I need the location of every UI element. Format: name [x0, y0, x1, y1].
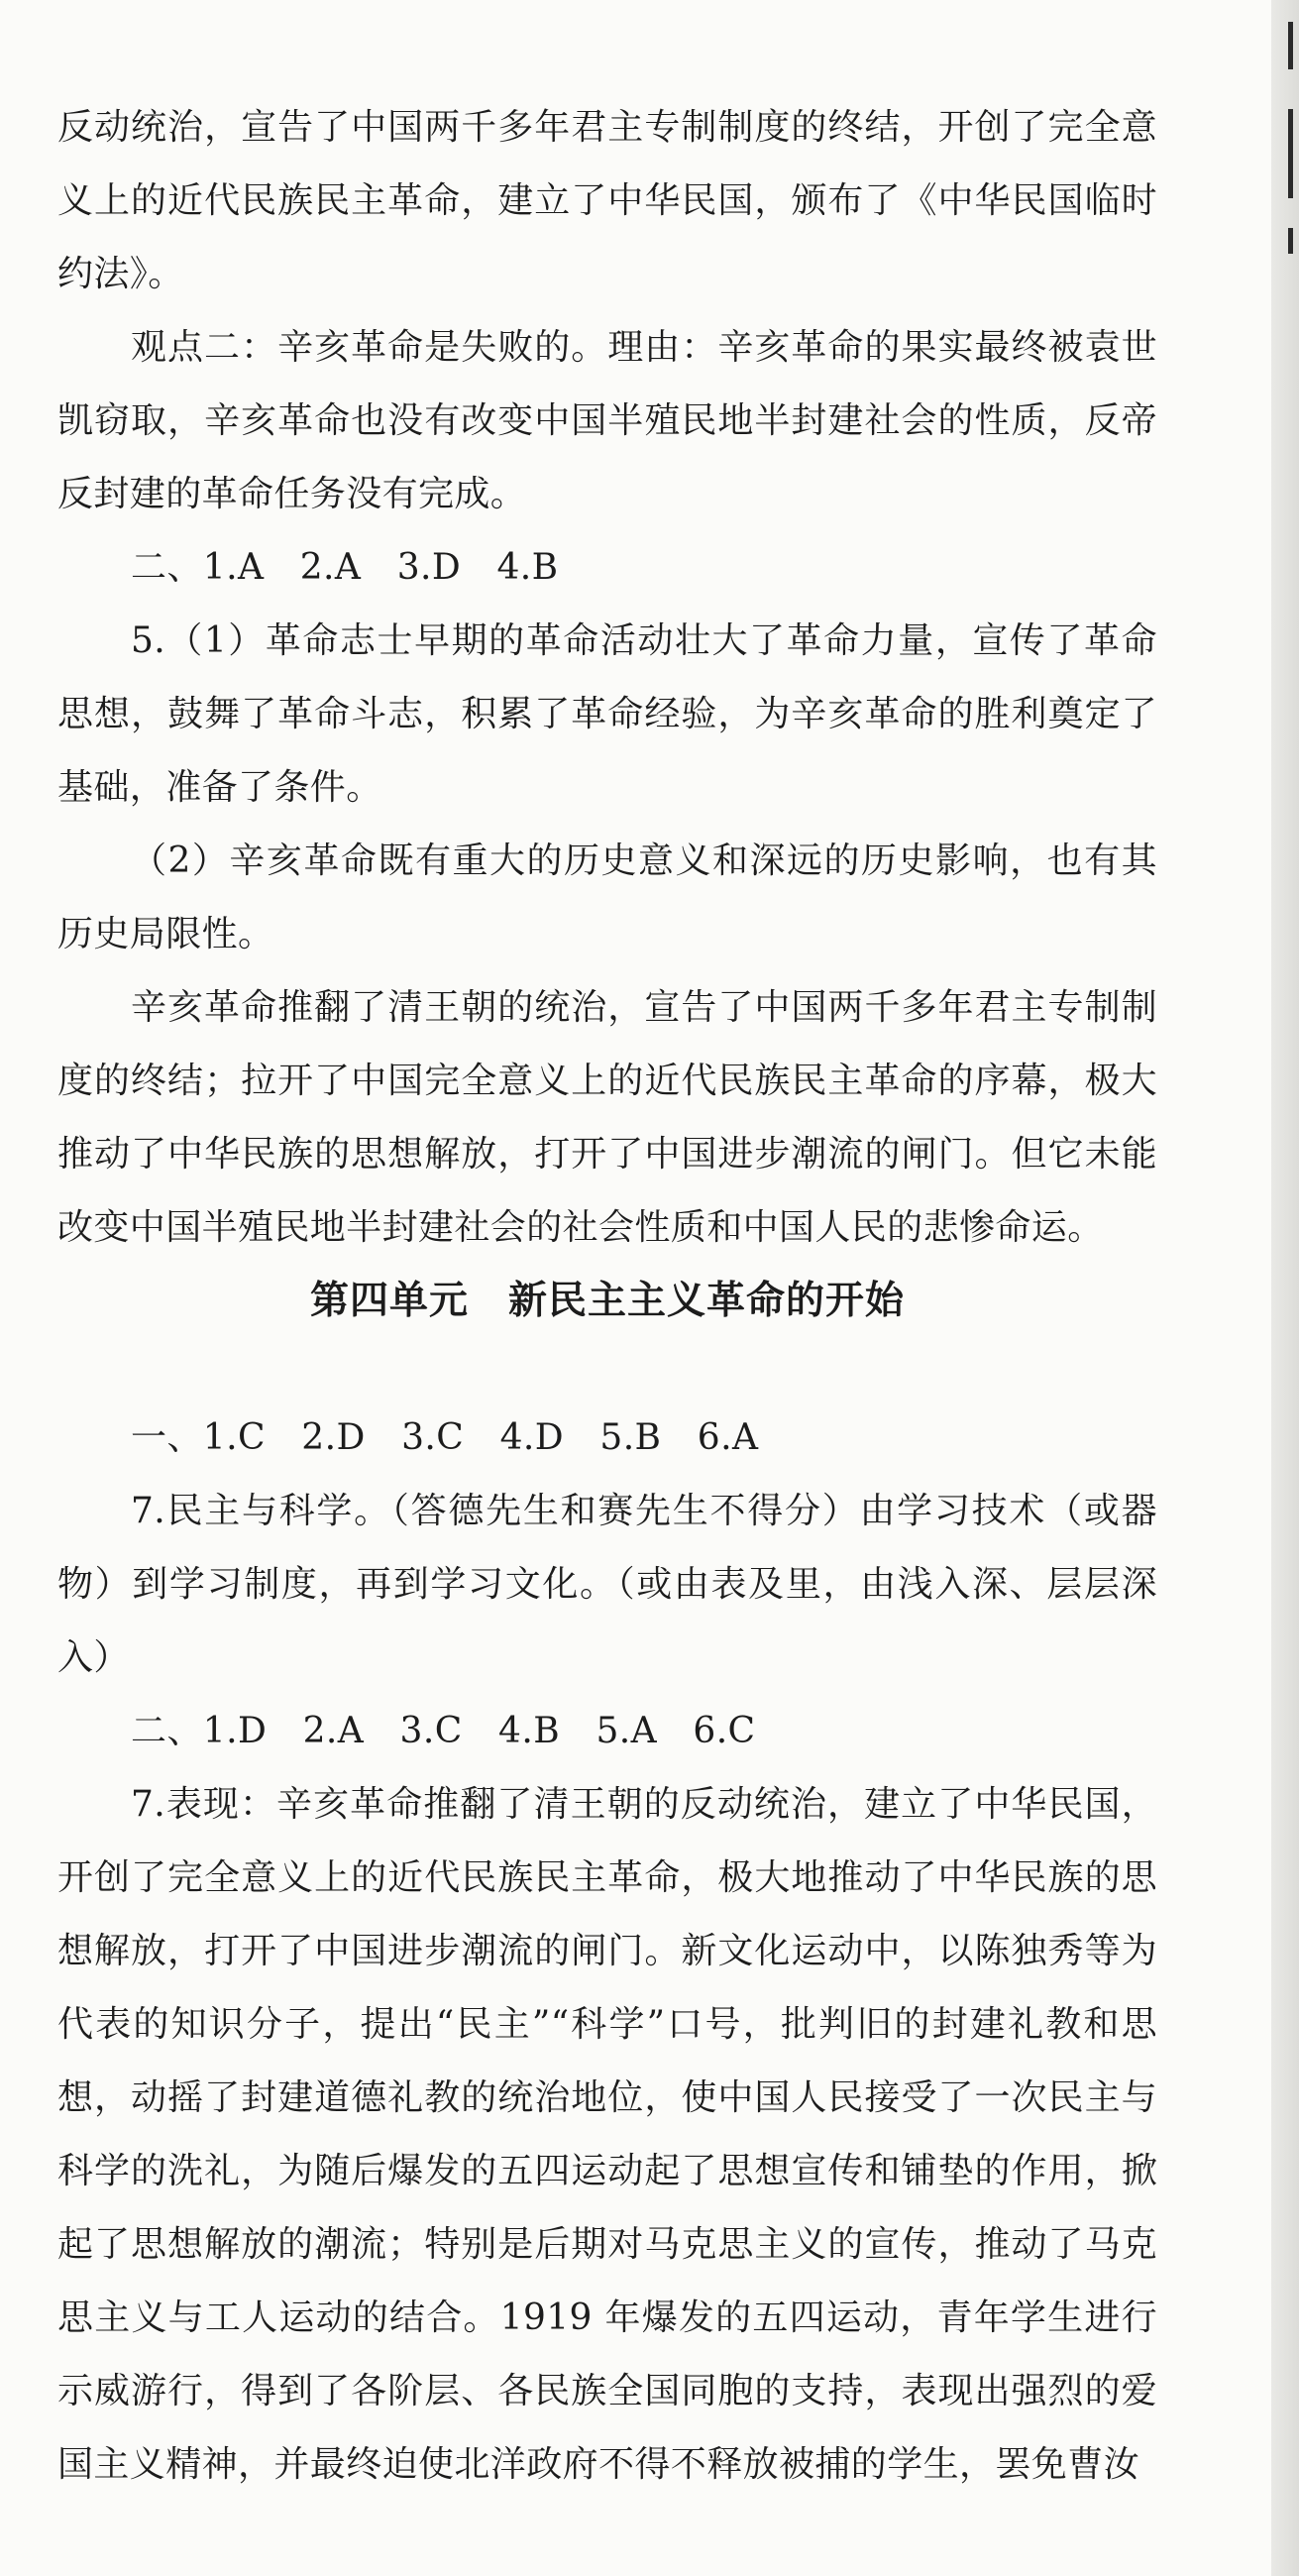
paragraph-continuation: 反动统治，宣告了中国两千多年君主专制制度的终结，开创了完全意义上的近代民族民主革命，建立了中华民国，颁布了《中华民国临时约法》。 — [57, 107, 1157, 294]
question-5-part-2: （2）辛亥革命既有重大的历史意义和深远的历史影响，也有其历史局限性。 — [57, 840, 1157, 954]
unit-heading — [57, 1265, 1157, 1338]
unit4-question-7-part-one: 7.民主与科学。（答德先生和赛先生不得分）由学习技术（或器物）到学习制度，再到学习文化。（或由表及里，由浅入深、层层深入） — [57, 1491, 1157, 1678]
paragraph-viewpoint-two: 观点二：辛亥革命是失败的。理由：辛亥革命的果实最终被袁世凯窃取，辛亥革命也没有改变中国半殖民地半封建社会的性质，反帝反封建的革命任务没有完成。 — [57, 327, 1157, 514]
answers-part-two: 二、1.A 2.A 3.D 4.B — [131, 547, 559, 588]
unit4-answers-part-one: 一、1.C 2.D 3.C 4.D 5.B 6.A — [131, 1417, 759, 1458]
binding-mark — [1288, 22, 1293, 69]
question-5-part-1: 5.（1）革命志士早期的革命活动壮大了革命力量，宣传了革命思想，鼓舞了革命斗志，积累了革命经验，为辛亥革命的胜利奠定了基础，准备了条件。 — [57, 620, 1157, 808]
unit-number: 第四单元 — [309, 1279, 469, 1323]
question-5-part-3: 辛亥革命推翻了清王朝的统治，宣告了中国两千多年君主专制制度的终结；拉开了中国完全意义上的近代民族民主革命的序幕，极大推动了中华民族的思想解放，打开了中国进步潮流的闸门。但它未能改变中国半殖民地半封建社会的社会性质和中国人民的悲惨命运。 — [57, 987, 1157, 1248]
page-edge-shadow — [1271, 0, 1299, 2576]
unit4-question-7-part-two: 7.表现：辛亥革命推翻了清王朝的反动统治，建立了中华民国，开创了完全意义上的近代民族民主革命，极大地推动了中华民族的思想解放，打开了中国进步潮流的闸门。新文化运动中，以陈独秀等为代表的知识分子，提出“民主”“科学”口号，批判旧的封建礼教和思想，动摇了封建道德礼教的统治地位，使中国人民接受了一次民主与科学的洗礼，为随后爆发的五四运动起了思想宣传和铺垫的作用，掀起了思想解放的潮流；特别是后期对马克思主义的宣传，推动了马克思主义与工人运动的结合。1919 年爆发的五四运动，青年学生进行示威游行，得到了各阶层、各民族全国同胞的支持，表现出强烈的爱国主义精神，并最终迫使北洋政府不得不释放被捕的学生，罢免曹汝 — [57, 1784, 1157, 2485]
document-body — [57, 91, 1157, 2502]
binding-mark — [1288, 228, 1293, 254]
unit-title: 新民主主义革命的开始 — [508, 1279, 906, 1323]
unit4-answers-part-two: 二、1.D 2.A 3.C 4.B 5.A 6.C — [131, 1711, 756, 1751]
binding-mark — [1288, 109, 1293, 198]
